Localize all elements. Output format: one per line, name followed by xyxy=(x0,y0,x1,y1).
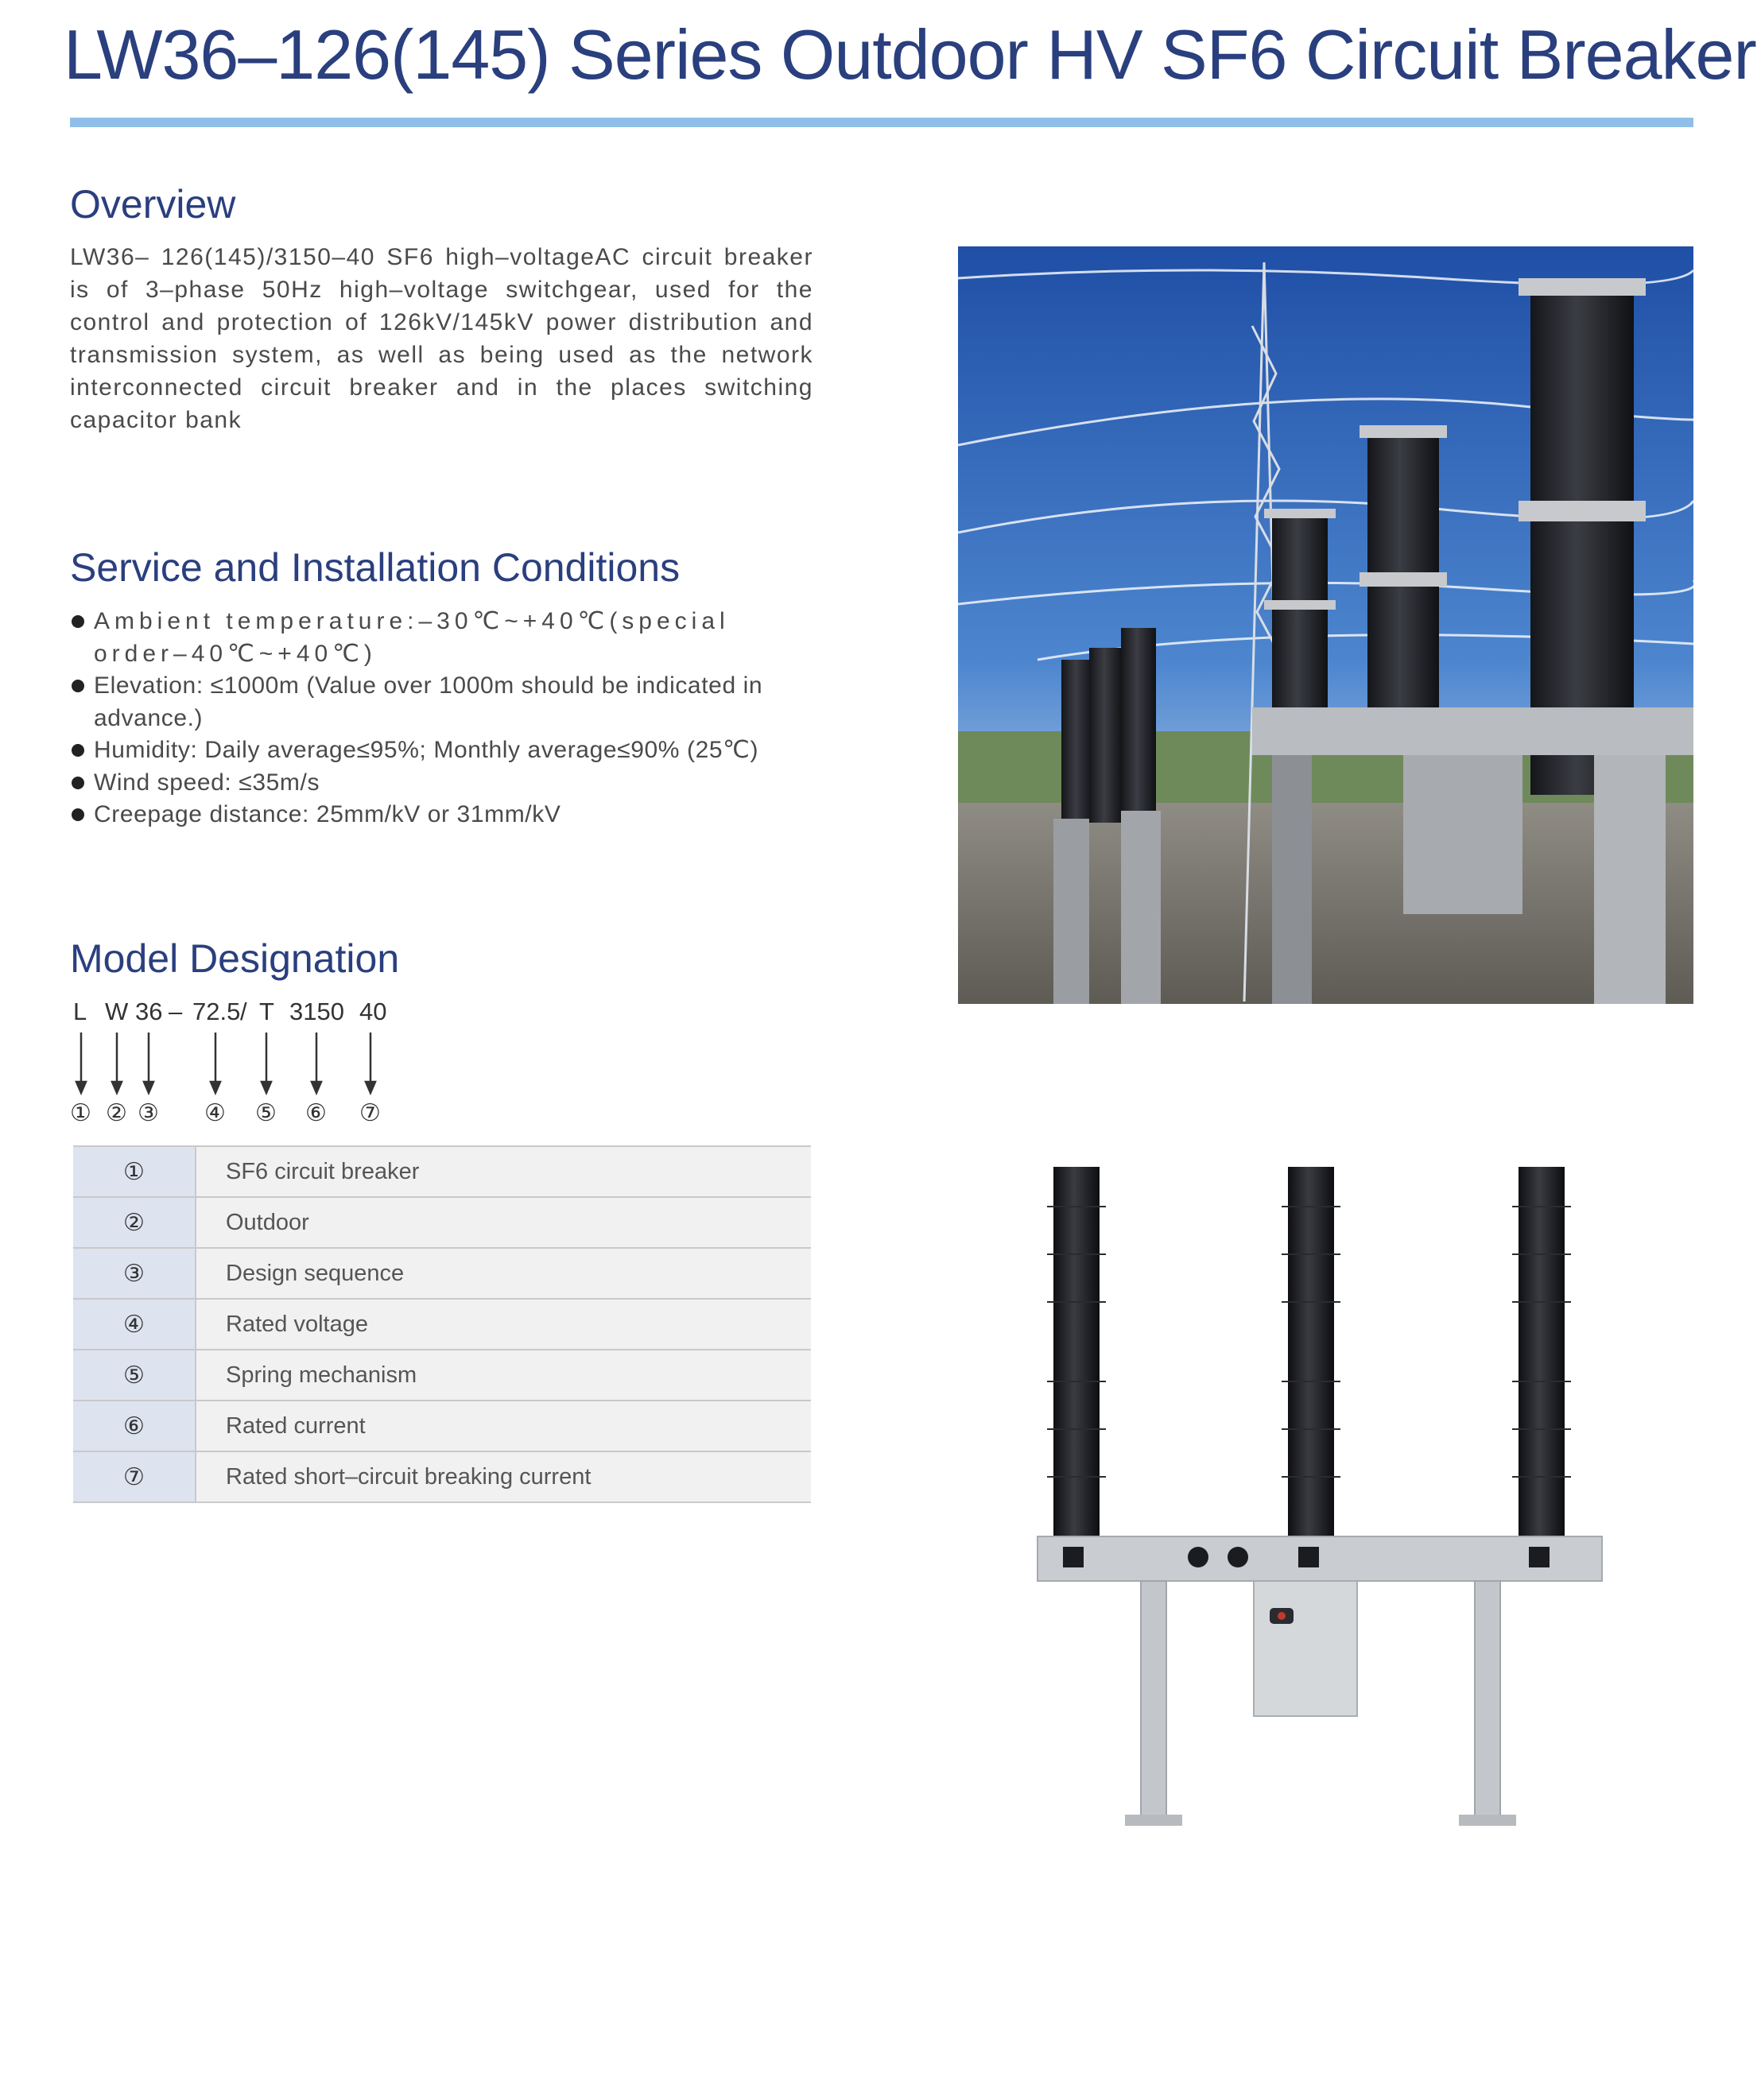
marker-6: ⑥ xyxy=(305,1100,327,1126)
row-description: Rated current xyxy=(196,1401,811,1451)
title-underline xyxy=(70,118,1693,127)
service-conditions-list xyxy=(70,606,813,831)
marker-2: ② xyxy=(106,1100,127,1126)
page-title: LW36–126(145) Series Outdoor HV SF6 Circuit Breaker xyxy=(64,15,1756,94)
table-row xyxy=(73,1299,811,1350)
marker-5: ⑤ xyxy=(255,1100,277,1126)
row-number: ① xyxy=(73,1146,196,1197)
row-description: Rated voltage xyxy=(196,1299,811,1350)
code-part-dash: – xyxy=(169,998,183,1025)
designation-arrows xyxy=(70,1029,483,1101)
bullet-icon xyxy=(72,777,84,789)
overview-heading: Overview xyxy=(70,182,236,227)
bullet-icon xyxy=(72,744,84,757)
row-number: ② xyxy=(73,1197,196,1248)
bullet-icon xyxy=(72,680,84,692)
condition-humidity: Humidity: Daily average≤95%; Monthly average≤90% (25℃) xyxy=(94,737,759,763)
list-item xyxy=(70,799,813,831)
code-part-breaking: 40 xyxy=(359,998,387,1025)
code-part-slash: / xyxy=(240,998,247,1025)
table-row xyxy=(73,1197,811,1248)
model-heading: Model Designation xyxy=(70,936,400,981)
designation-table xyxy=(73,1145,811,1503)
condition-wind-speed: Wind speed: ≤35m/s xyxy=(94,769,320,796)
model-code-diagram xyxy=(70,998,483,1133)
table-row xyxy=(73,1451,811,1502)
row-number: ④ xyxy=(73,1299,196,1350)
row-description: Design sequence xyxy=(196,1248,811,1299)
service-heading: Service and Installation Conditions xyxy=(70,545,681,590)
marker-1: ① xyxy=(70,1100,91,1126)
row-description: Spring mechanism xyxy=(196,1350,811,1401)
condition-ambient-temperature: Ambient temperature:–30℃~+40℃(special order–40℃~+40℃) xyxy=(94,608,730,667)
list-item xyxy=(70,670,813,734)
row-number: ⑤ xyxy=(73,1350,196,1401)
bullet-icon xyxy=(72,808,84,821)
code-part-l: L xyxy=(73,998,87,1025)
code-part-voltage: 72.5 xyxy=(192,998,241,1025)
row-number: ⑦ xyxy=(73,1451,196,1502)
table-row xyxy=(73,1146,811,1197)
list-item xyxy=(70,767,813,800)
code-part-mechanism: T xyxy=(259,998,274,1025)
row-number: ③ xyxy=(73,1248,196,1299)
marker-7: ⑦ xyxy=(359,1100,381,1126)
product-photo xyxy=(1030,1143,1614,1846)
row-number: ⑥ xyxy=(73,1401,196,1451)
marker-3: ③ xyxy=(138,1100,159,1126)
bullet-icon xyxy=(72,615,84,628)
list-item xyxy=(70,734,813,767)
code-part-w: W xyxy=(105,998,129,1025)
table-row xyxy=(73,1401,811,1451)
row-description: Rated short–circuit breaking current xyxy=(196,1451,811,1502)
installation-photo xyxy=(958,246,1693,1004)
row-description: SF6 circuit breaker xyxy=(196,1146,811,1197)
marker-4: ④ xyxy=(204,1100,226,1126)
code-part-current: 3150 xyxy=(289,998,344,1025)
condition-creepage: Creepage distance: 25mm/kV or 31mm/kV xyxy=(94,801,561,827)
list-item xyxy=(70,606,813,670)
overview-text: LW36– 126(145)/3150–40 SF6 high–voltageAC circuit breaker is of 3–phase 50Hz high–voltage switchgear, used for the control and protection of 126kV/145kV power distribution and transmission system, as well as being used as the network interconnected circuit breaker and in the places switching capacitor bank xyxy=(70,244,813,433)
row-description: Outdoor xyxy=(196,1197,811,1248)
table-row xyxy=(73,1248,811,1299)
code-part-series: 36 xyxy=(135,998,163,1025)
condition-elevation: Elevation: ≤1000m (Value over 1000m should be indicated in advance.) xyxy=(94,672,763,731)
table-row xyxy=(73,1350,811,1401)
